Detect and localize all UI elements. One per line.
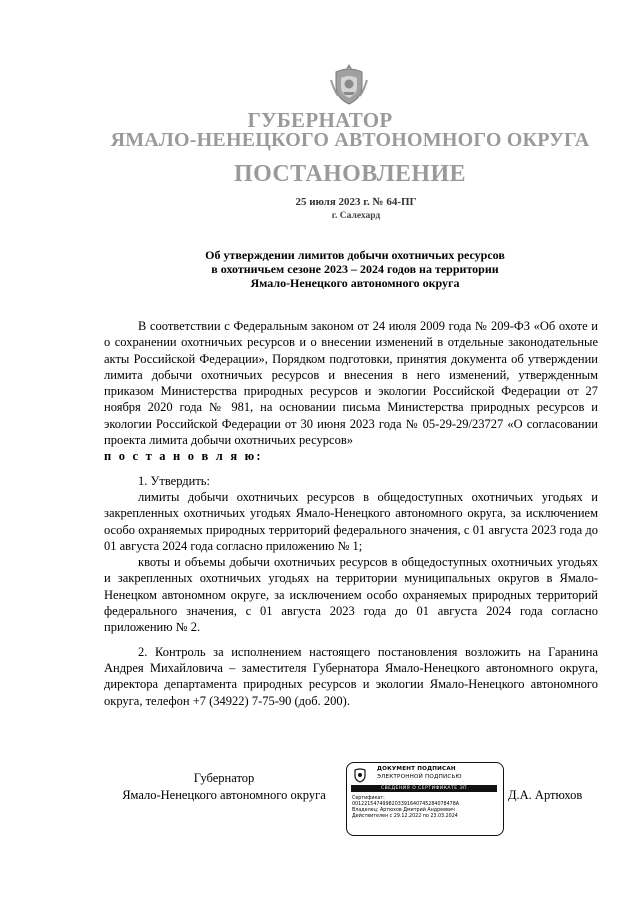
header-region: ЯМАЛО-НЕНЕЦКОГО АВТОНОМНОГО ОКРУГА [110, 129, 590, 151]
item-1a-paragraph: лимиты добычи охотничьих ресурсов в общедоступных охотничьих угодьях и закрепленных охотничьих угодьях Ямало-Ненецкого автономного округа, за исключением особо охраняемых природных территорий федерального значения, с 01 августа 2023 года до 01 августа 2024 года согласно приложению № 1; [104, 489, 598, 553]
stamp-cert-number: 0012215474998203391640745284078478А [352, 802, 460, 807]
city: г. Салехард [331, 211, 381, 221]
stamp-validity: Действителен с 29.12.2022 по 23.03.2024 [352, 814, 458, 819]
item-1b-paragraph: квоты и объемы добычи охотничьих ресурсов в общедоступных охотничьих угодьях и закрепленных охотничьих угодьях на территории муниципальных округов в Ямало-Ненецком автономном округе, за исключением особо охраняемых природных территорий федерального значения, с 01 августа 2023 года до 01 августа 2024 года согласно приложению № 2. [104, 555, 598, 635]
preamble-paragraph: В соответствии с Федеральным законом от 24 июля 2009 года № 209-ФЗ «Об охоте и о сохранении охотничьих ресурсов и о внесении изменений в отдельные законодательные акты Российской Федерации», Порядком подготовки, принятия документа об утверждении лимита добычи охотничьих ресурсов и внесения в него изменений, утвержденным приказом Министерства природных ресурсов и экологии Российской Федерации от 27 ноября 2020 года № 981, на основании письма Министерства природных ресурсов и экологии Российской Федерации от 30 июня 2023 года № 05-29-29/23727 «О согласовании проекта лимита добычи охотничьих ресурсов» [104, 319, 598, 448]
stamp-heading: ДОКУМЕНТ ПОДПИСАН [377, 766, 456, 772]
subject-line: Об утверждении лимитов добычи охотничьих ресурсов [205, 248, 505, 262]
signatory-title: Губернатор [193, 771, 255, 785]
emblem-icon [328, 62, 370, 106]
stamp-owner: Владелец: Артюхов Дмитрий Андреевич [352, 808, 455, 813]
signatory-name: Д.А. Артюхов [508, 788, 583, 802]
header-governor: ГУБЕРНАТОР [247, 108, 393, 132]
electronic-signature-stamp [346, 762, 504, 836]
signatory-region: Ямало-Ненецкого автономного округа [122, 788, 326, 802]
stamp-emblem-icon [352, 767, 368, 783]
item-1-title: 1. Утвердить: [138, 473, 210, 488]
subject-line: в охотничьем сезоне 2023 – 2024 годов на территории [211, 262, 499, 276]
document-body [104, 318, 598, 709]
decree-word-text: п о с т а н о в л я ю: [104, 449, 263, 464]
date-number: 25 июля 2023 г. № 64-ПГ [295, 196, 417, 208]
signatory-position [104, 770, 344, 804]
stamp-bar: СВЕДЕНИЯ О СЕРТИФИКАТЕ ЭП [351, 785, 497, 792]
stamp-cert-label: Сертификат: [352, 796, 385, 801]
subject-line: Ямало-Ненецкого автономного округа [250, 276, 460, 290]
stamp-subheading: ЭЛЕКТРОННОЙ ПОДПИСЬЮ [377, 774, 462, 780]
document-subject [130, 248, 580, 290]
document-type: ПОСТАНОВЛЕНИЕ [234, 161, 466, 187]
decree-word [104, 448, 598, 464]
item-2-paragraph: 2. Контроль за исполнением настоящего постановления возложить на Гаранина Андрея Михайловича – заместителя Губернатора Ямало-Ненецкого автономного округа, директора департамента природных ресурсов и экологии Ямало-Ненецкого автономного округа, телефон +7 (34922) 7-75-90 (доб. 200). [104, 644, 598, 708]
